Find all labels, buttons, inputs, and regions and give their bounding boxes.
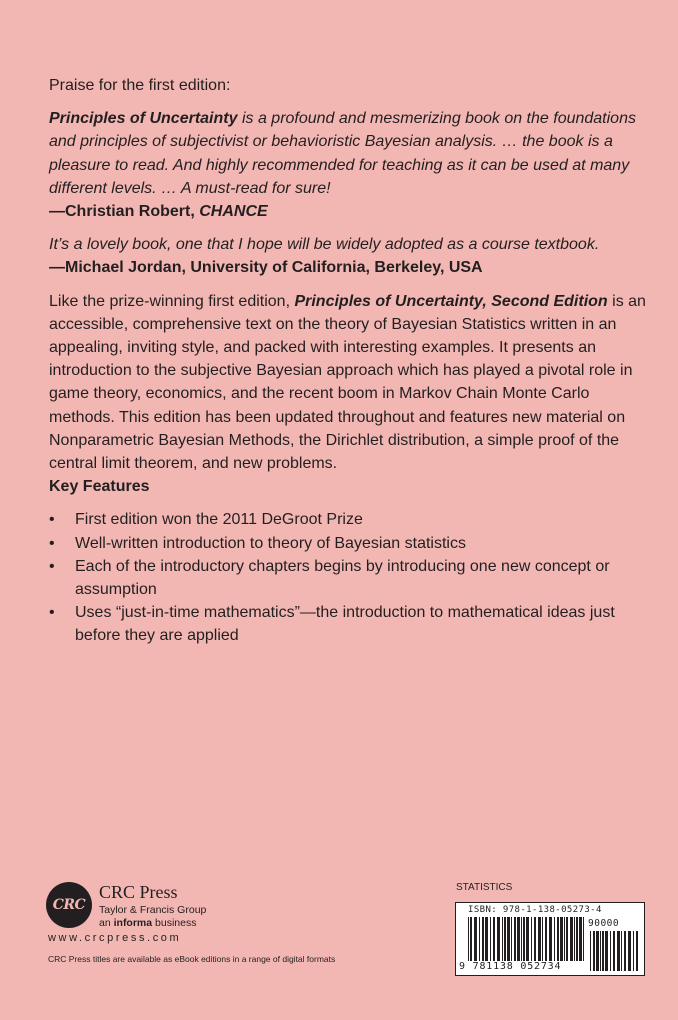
book-title: Principles of Uncertainty, Second Edition xyxy=(294,292,608,310)
barcode-bar xyxy=(628,931,631,971)
barcode-bar xyxy=(507,917,510,961)
quote-jordan-text: It’s a lovely book, one that I hope will be widely adopted as a course textbook. xyxy=(49,236,600,254)
barcode-bar xyxy=(617,931,620,971)
barcode-bar xyxy=(497,917,500,961)
barcode-bar xyxy=(482,917,484,961)
barcode-bar xyxy=(502,917,503,961)
barcode-bar xyxy=(613,931,615,971)
barcode-bar xyxy=(624,931,626,971)
barcode-bar xyxy=(523,917,525,961)
barcode-bar xyxy=(593,931,595,971)
barcode-bar xyxy=(526,917,529,961)
barcode-bar xyxy=(470,917,472,961)
publisher-name: CRC Press xyxy=(99,882,178,902)
isbn-label: ISBN: 978-1-138-05273-4 xyxy=(468,905,602,915)
publisher-logo xyxy=(46,880,366,932)
barcode-bar xyxy=(602,931,604,971)
barcode-bar xyxy=(633,931,634,971)
barcode-bar xyxy=(570,917,573,961)
quote-jordan xyxy=(49,233,649,279)
praise-heading: Praise for the first edition: xyxy=(49,77,231,94)
ean-digits: 9 781138 052734 xyxy=(459,961,562,972)
barcode-bar xyxy=(468,917,469,961)
barcode-bar xyxy=(583,917,584,961)
barcode-bar xyxy=(504,917,506,961)
barcode-bar xyxy=(576,917,578,961)
barcode-bar xyxy=(564,917,565,961)
ebook-note: CRC Press titles are available as eBook editions in a range of digital formats xyxy=(48,954,336,964)
feature-item: • Well-written introduction to theory of Bayesian statistics xyxy=(49,532,649,555)
publisher-block xyxy=(46,880,366,964)
quote-robert xyxy=(49,107,649,223)
book-description: Like the prize-winning first edition, Principles of Uncertainty, Second Edition is an accessible, comprehensive text on the theory of Bayesian Statistics written in an appealing, inviting style, and packed with interesting examples. It presents an introduction to the subjective Bayesian approach which has played a pivotal role in game theory, economics, and the recent boom in Markov Chain Monte Carlo methods. This edition has been updated throughout and features new material on Nonparametric Bayesian Methods, the Dirichlet distribution, a simple proof of the central limit theorem, and new problems. xyxy=(49,292,646,473)
barcode-bar xyxy=(579,917,582,961)
barcode-bar xyxy=(490,917,491,961)
bullet-icon: • xyxy=(49,534,55,552)
barcode-bar xyxy=(479,917,480,961)
feature-item: • First edition won the 2011 DeGroot Prize xyxy=(49,508,649,531)
barcode-bar xyxy=(574,917,575,961)
quote-jordan-attribution: —Michael Jordan, University of California, Berkeley, USA xyxy=(49,259,483,277)
publisher-group: Taylor & Francis Group xyxy=(99,904,207,916)
barcode-bar xyxy=(517,917,520,961)
back-cover-text xyxy=(49,74,649,648)
barcode-bar xyxy=(590,931,591,971)
informa-line: an informa business xyxy=(99,917,197,929)
key-features-list xyxy=(49,508,649,647)
barcode-bar xyxy=(549,917,552,961)
barcode-bar xyxy=(600,931,601,971)
feature-item: • Each of the introductory chapters begins by introducing one new concept or assumption xyxy=(49,555,649,601)
barcode-bar xyxy=(596,931,599,971)
feature-item: • Uses “just-in-time mathematics”—the introduction to mathematical ideas just before they are applied xyxy=(49,601,649,647)
price-code: 90000 xyxy=(588,918,620,929)
publisher-website: www.crcpress.com xyxy=(48,932,182,944)
barcode-bar xyxy=(621,931,622,971)
barcode-bar xyxy=(534,917,536,961)
barcode-bar xyxy=(538,917,541,961)
barcode-bar xyxy=(605,931,608,971)
barcode-bar xyxy=(542,917,543,961)
barcode-bar xyxy=(514,917,516,961)
barcode-bar xyxy=(557,917,559,961)
barcode-bar xyxy=(511,917,512,961)
barcode-bar xyxy=(531,917,532,961)
barcode-bar xyxy=(636,931,638,971)
bullet-icon: • xyxy=(49,511,55,529)
category-label: STATISTICS xyxy=(456,882,513,893)
isbn-barcode xyxy=(455,902,645,976)
quote-robert-text: Principles of Uncertainty is a profound and mesmerizing book on the foundations and principles of subjectivist or behavioristic Bayesian analysis. … the book is a pleasure to read. And highly recommended for teaching as it can be used at many different levels. … A must-read for sure! xyxy=(49,110,636,197)
bullet-icon: • xyxy=(49,557,55,575)
barcode-bar xyxy=(485,917,488,961)
barcode-bar xyxy=(521,917,522,961)
bullet-icon: • xyxy=(49,604,55,622)
barcode-bar xyxy=(474,917,477,961)
quote-robert-attribution: —Christian Robert, CHANCE xyxy=(49,203,268,221)
barcode-bar xyxy=(560,917,563,961)
barcode-bar xyxy=(493,917,495,961)
barcode-bar xyxy=(545,917,547,961)
barcode-bar xyxy=(566,917,568,961)
barcode-bar xyxy=(610,931,611,971)
quote-robert-title: Principles of Uncertainty xyxy=(49,110,238,128)
barcode-bar xyxy=(554,917,555,961)
crc-logo-icon: CRC xyxy=(46,882,92,928)
key-features-heading: Key Features xyxy=(49,478,150,496)
